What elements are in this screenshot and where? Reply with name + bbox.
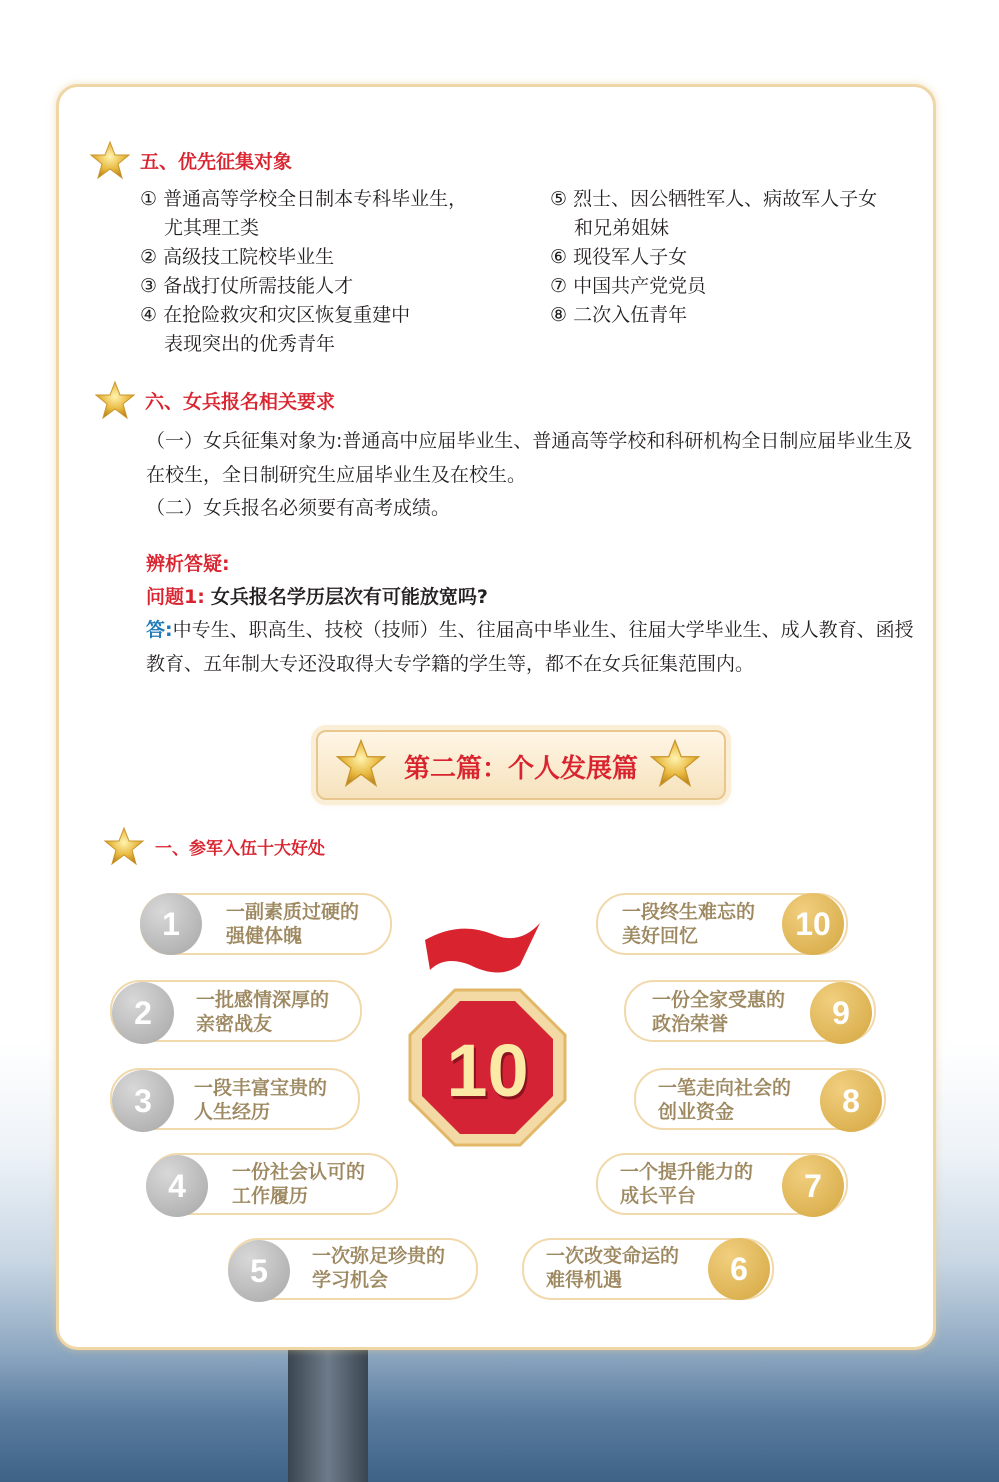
benefit-text-7: 一个提升能力的 成长平台 (620, 1161, 754, 1207)
badge-6: 6 (708, 1238, 770, 1300)
star-icon (104, 826, 144, 866)
badge-3: 3 (112, 1070, 174, 1132)
badge-5: 5 (228, 1240, 290, 1302)
list-item: ① 普通高等学校全日制本专科毕业生， 尤其理工类 ② 高级技工院校毕业生 ③ 备战打仗所需技能人才 ④ 在抢险救灾和灾区恢复重建中 表现突出的优秀青年 (140, 188, 468, 355)
question-label: 问题1: (146, 586, 205, 608)
badge-8: 8 (820, 1070, 882, 1132)
benefit-text-1: 一副素质过硬的 强健体魄 (226, 901, 360, 947)
section6-title: 六、女兵报名相关要求 (145, 391, 336, 413)
center-number: 10 (446, 1029, 529, 1112)
badge-4: 4 (146, 1155, 208, 1217)
answer-label: 答: (146, 619, 173, 641)
section5-title: 五、优先征集对象 (140, 151, 293, 173)
star-icon (95, 380, 135, 420)
list-item: ⑤ 烈士、因公牺牲军人、病故军人子女 和兄弟姐妹 ⑥ 现役军人子女 ⑦ 中国共产党党员 ⑧ 二次入伍青年 (550, 188, 878, 326)
section6-paragraph-1: （一）女兵征集对象为:普通高中应届毕业生、普通高等学校和科研机构全日制应届毕业生及在校生，全日制研究生应届毕业生及在校生。 (146, 430, 913, 486)
qa-heading: 辨析答疑: (146, 553, 230, 575)
star-icon (650, 738, 700, 788)
benefit-text-6: 一次改变命运的 难得机遇 (546, 1245, 680, 1291)
star-icon (90, 140, 130, 180)
question-text: 女兵报名学历层次有可能放宽吗? (210, 586, 488, 608)
benefit-text-9: 一份全家受惠的 政治荣誉 (652, 989, 786, 1035)
benefit-text-10: 一段终生难忘的 美好回忆 (622, 901, 756, 947)
badge-10: 10 (782, 893, 844, 955)
qa-answer (146, 613, 926, 681)
badge-9: 9 (810, 982, 872, 1044)
benefit-text-3: 一段丰富宝贵的 人生经历 (194, 1077, 328, 1123)
badge-7: 7 (782, 1155, 844, 1217)
answer-text: 中专生、职高生、技校（技师）生、往届高中毕业生、往届大学毕业生、成人教育、函授教育、五年制大专还没取得大专学籍的学生等，都不在女兵征集范围内。 (146, 619, 914, 675)
qa-question (146, 580, 926, 614)
benefit-text-5: 一次弥足珍贵的 学习机会 (312, 1245, 446, 1291)
badge-1: 1 (140, 893, 202, 955)
benefit-text-8: 一笔走向社会的 创业资金 (658, 1077, 792, 1123)
benefits-title: 一、参军入伍十大好处 (155, 839, 325, 859)
star-icon (336, 738, 386, 788)
benefit-text-2: 一批感情深厚的 亲密战友 (196, 989, 330, 1035)
banner-title: 第二篇：个人发展篇 (403, 754, 638, 784)
benefit-text-4: 一份社会认可的 工作履历 (232, 1161, 366, 1207)
badge-2: 2 (112, 982, 174, 1044)
section6-paragraph-2: （二）女兵报名必须要有高考成绩。 (146, 497, 451, 519)
